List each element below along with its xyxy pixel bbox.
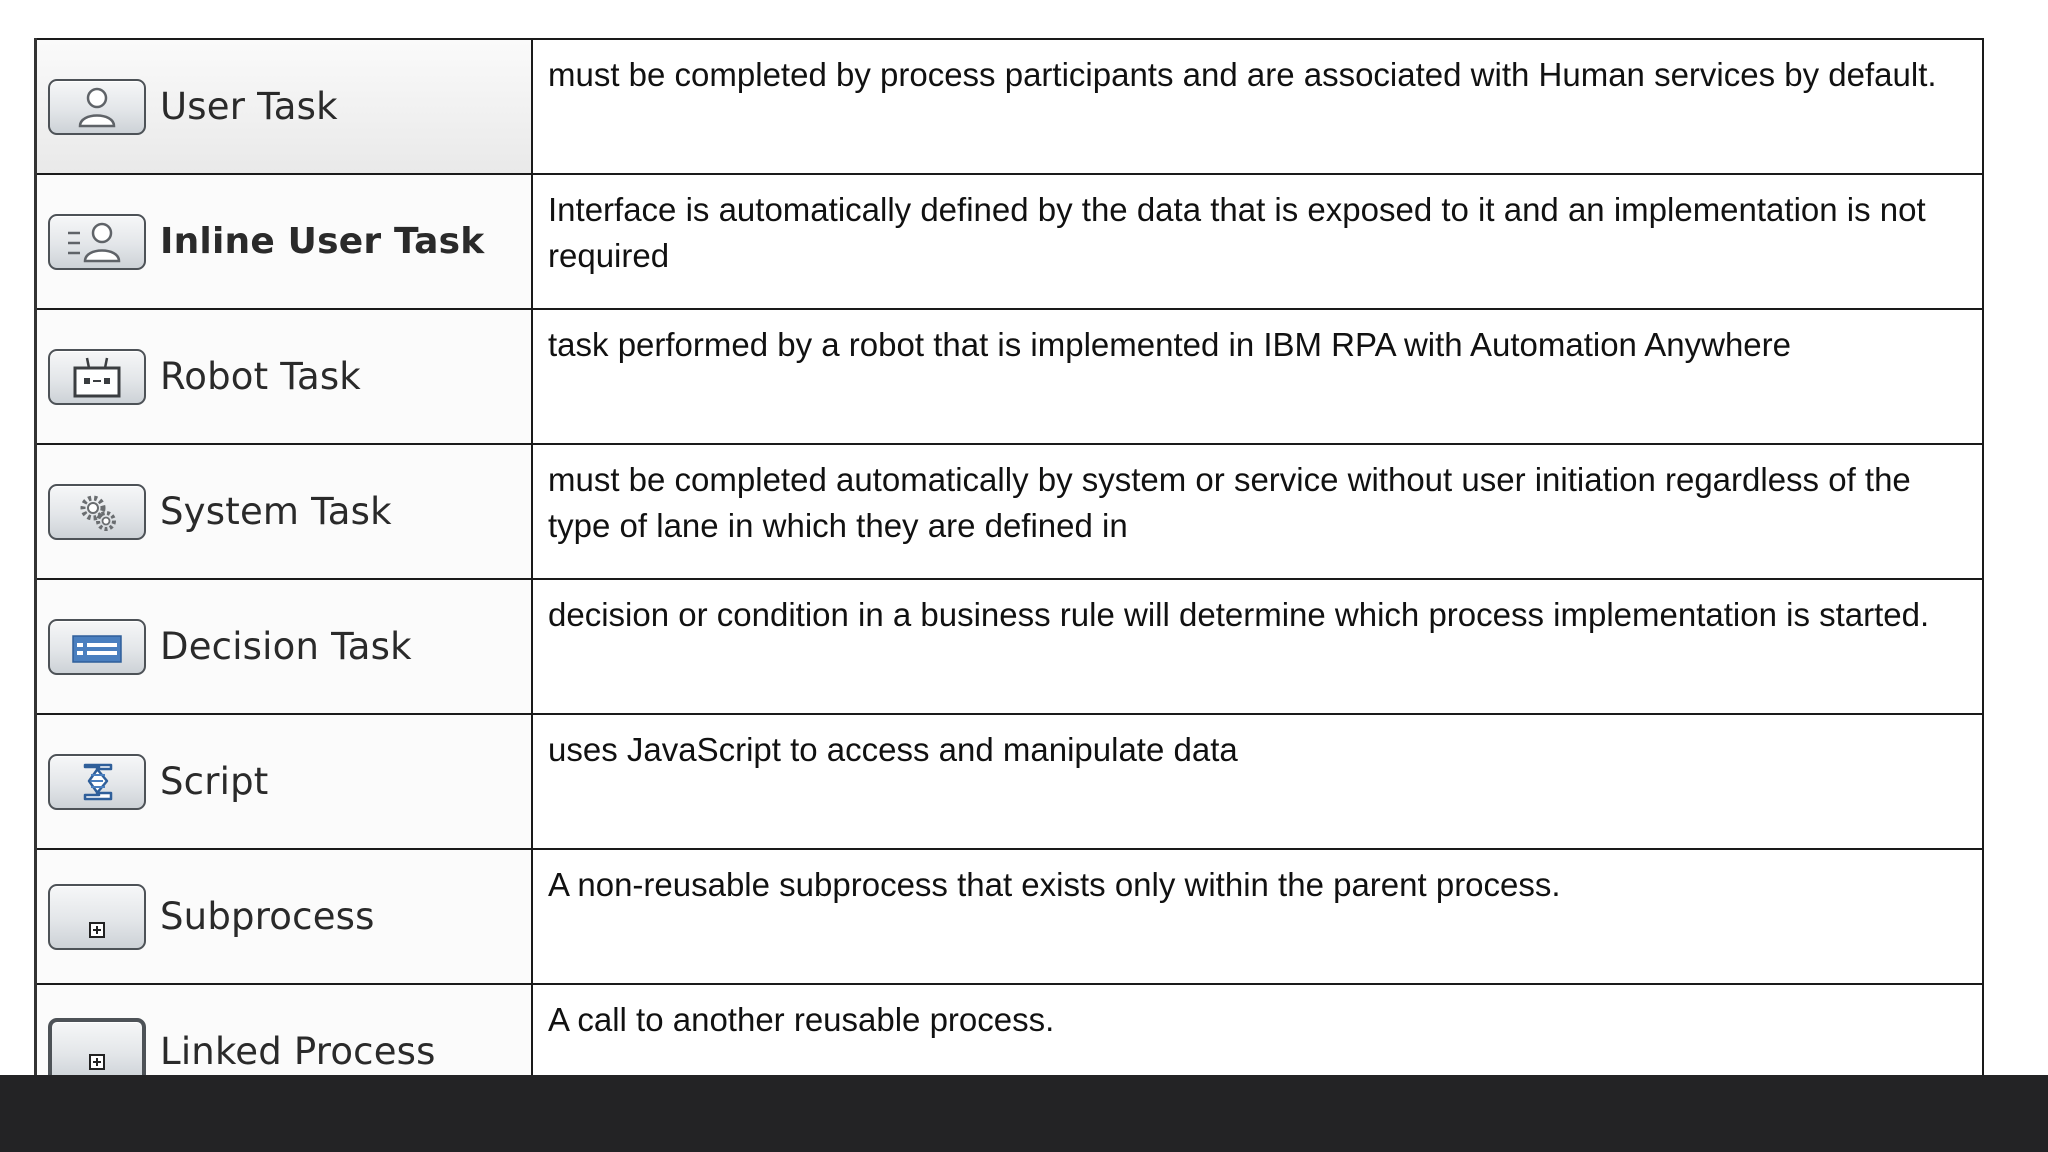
description-text: A call to another reusable process. xyxy=(548,1001,1055,1038)
description-cell xyxy=(532,309,1983,444)
type-label: Robot Task xyxy=(160,355,361,398)
type-cell-system-task xyxy=(36,444,533,579)
subprocess-plus-icon xyxy=(48,884,146,950)
type-label: Linked Process xyxy=(160,1029,436,1073)
type-label: Script xyxy=(160,760,269,803)
type-label: Inline User Task xyxy=(160,221,485,262)
description-cell xyxy=(532,849,1983,984)
type-label: User Task xyxy=(160,85,338,128)
user-icon xyxy=(48,79,146,135)
script-icon xyxy=(48,754,146,810)
description-cell xyxy=(532,444,1983,579)
description-text: decision or condition in a business rule will determine which process implementation is started. xyxy=(548,596,1930,633)
table-row-robot-task xyxy=(36,309,1984,444)
decision-table-icon xyxy=(48,619,146,675)
robot-icon xyxy=(48,349,146,405)
table-row-user-task xyxy=(36,39,1984,174)
task-types-table xyxy=(34,38,1984,1121)
type-cell-subprocess xyxy=(36,849,533,984)
table-row-system-task xyxy=(36,444,1984,579)
type-label: Subprocess xyxy=(160,895,375,938)
type-cell-decision-task xyxy=(36,579,533,714)
table-row-inline-user-task xyxy=(36,174,1984,309)
type-label: Decision Task xyxy=(160,625,412,668)
table-row-subprocess xyxy=(36,849,1984,984)
type-cell-robot-task xyxy=(36,309,533,444)
description-cell xyxy=(532,174,1983,309)
type-cell-inline-user-task xyxy=(36,174,533,309)
description-text: task performed by a robot that is implemented in IBM RPA with Automation Anywhere xyxy=(548,326,1791,363)
gears-icon xyxy=(48,484,146,540)
table-row-script xyxy=(36,714,1984,849)
inline-user-icon xyxy=(48,214,146,270)
description-cell xyxy=(532,39,1983,174)
description-text: must be completed by process participants and are associated with Human services by default. xyxy=(548,56,1937,93)
footer-bar xyxy=(0,1075,2048,1152)
description-text: must be completed automatically by system or service without user initiation regardless of the type of lane in which they are defined in xyxy=(548,461,1911,544)
description-text: Interface is automatically defined by the data that is exposed to it and an implementation is not required xyxy=(548,191,1926,274)
type-cell-script xyxy=(36,714,533,849)
description-text: uses JavaScript to access and manipulate data xyxy=(548,731,1238,768)
description-text: A non-reusable subprocess that exists only within the parent process. xyxy=(548,866,1561,903)
description-cell xyxy=(532,714,1983,849)
table-row-decision-task xyxy=(36,579,1984,714)
description-cell xyxy=(532,579,1983,714)
type-label: System Task xyxy=(160,490,392,533)
type-cell-user-task xyxy=(36,39,533,174)
